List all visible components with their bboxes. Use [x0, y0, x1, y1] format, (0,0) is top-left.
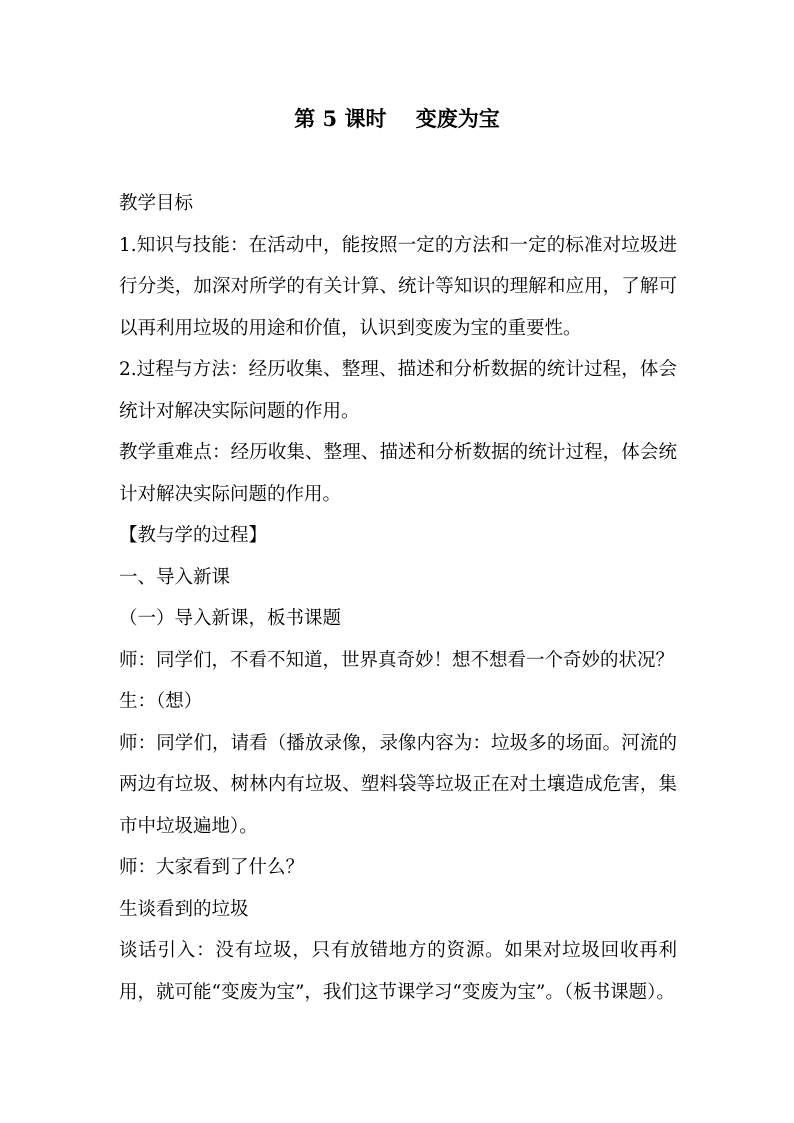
subsection-heading-intro: （一）导入新课，板书课题 — [119, 608, 342, 629]
section-heading-intro: 一、导入新课 — [119, 566, 231, 588]
dialogue-teacher-2: 师：同学们，请看（播放录像，录像内容为：垃圾多的场面。河流的两边有垃圾、树林内有垃圾、塑料袋等垃圾正在对土壤造成危害，集市中垃圾遍地）。 — [119, 732, 677, 837]
dialogue-student-1: 生：（想） — [119, 691, 203, 712]
paragraph-knowledge-skills: 1.知识与技能：在活动中，能按照一定的方法和一定的标准对垃圾进行分类，加深对所学的有关计算、统计等知识的理解和应用，了解可以再利用垃圾的用途和价值，认识到变废为宝的重要性。 — [119, 234, 677, 339]
section-heading-objectives: 教学目标 — [119, 193, 194, 214]
document-body — [119, 183, 677, 1013]
paragraph-process-methods: 2.过程与方法：经历收集、整理、描述和分析数据的统计过程，体会统计对解决实际问题的作用。 — [119, 359, 677, 422]
dialogue-teacher-3: 师：大家看到了什么？ — [119, 857, 305, 878]
section-heading-process: 【教与学的过程】 — [119, 525, 268, 546]
dialogue-student-2: 生谈看到的垃圾 — [119, 898, 249, 920]
page-title: 第 5 课时 变废为宝 — [294, 106, 500, 131]
paragraph-lead-in: 谈话引入：没有垃圾，只有放错地方的资源。如果对垃圾回收再利用，就可能“变废为宝”，我们这节课学习“变废为宝”。（板书课题）。 — [119, 940, 677, 1003]
dialogue-teacher-1: 师：同学们，不看不知道，世界真奇妙！想不想看一个奇妙的状况？ — [119, 649, 675, 671]
paragraph-key-difficulties: 教学重难点：经历收集、整理、描述和分析数据的统计过程，体会统计对解决实际问题的作用。 — [119, 442, 677, 505]
